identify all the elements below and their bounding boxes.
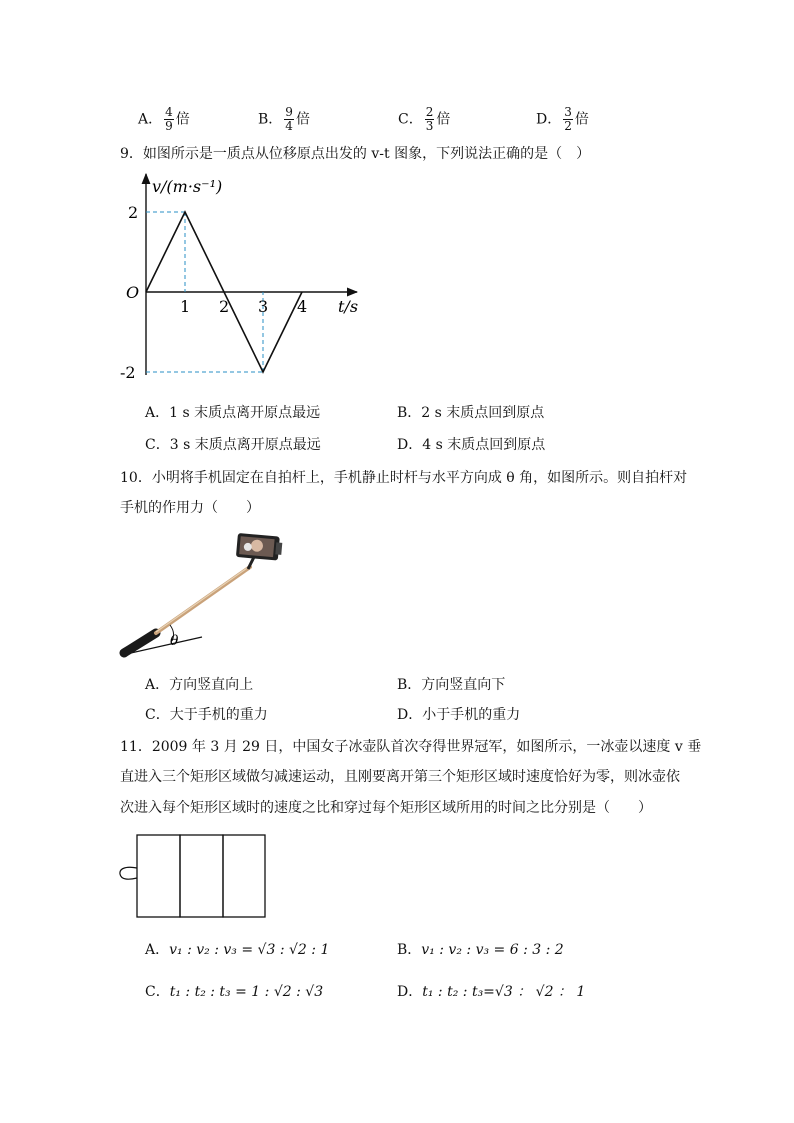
q8-option-a [138, 106, 190, 133]
q11-option-c [145, 982, 323, 1002]
q8-option-c-label: C． [398, 111, 423, 128]
q11-option-a-label: A． [145, 942, 170, 958]
q10-stick-pole-highlight [156, 566, 250, 632]
q8-d-denominator: 2 [564, 119, 572, 133]
q8-option-b-label: B． [258, 111, 283, 128]
q10-selfie-stick-figure [110, 525, 320, 665]
q8-option-a-fraction [164, 106, 174, 133]
q11-stem-line3: 次进入每个矩形区域时的速度之比和穿过每个矩形区域所用的时间之比分别是（ ） [120, 800, 652, 816]
q8-a-denominator: 9 [165, 119, 173, 133]
q11-stem-line2: 直进入三个矩形区域做匀减速运动，且刚要离开第三个矩形区域时速度恰好为零，则冰壶依 [120, 769, 680, 785]
q10-option-d: D．小于手机的重力 [397, 707, 521, 723]
q11-region-1 [137, 835, 180, 917]
q8-b-denominator: 4 [285, 119, 293, 133]
q11-option-b-expression: v₁ : v₂ : v₃ = 6 : 3 : 2 [421, 942, 564, 958]
q11-option-b-label: B． [397, 942, 422, 958]
q8-a-numerator: 4 [165, 105, 173, 119]
q8-option-a-suffix: 倍 [175, 111, 190, 128]
q8-b-numerator: 9 [285, 105, 293, 119]
q11-option-d-expression: t₁ : t₂ : t₃=√3 ： √2 ： 1 [422, 984, 586, 1000]
q8-option-b-fraction [284, 106, 294, 133]
q8-option-c-suffix: 倍 [436, 111, 451, 128]
q10-angle-label: θ [170, 633, 179, 649]
q8-option-c [398, 106, 450, 133]
q9-y-tick-label: -2 [120, 363, 136, 382]
q10-phone [236, 533, 283, 561]
q11-option-c-expression: t₁ : t₂ : t₃ = 1 : √2 : √3 [169, 984, 324, 1000]
q11-option-d [397, 982, 585, 1002]
q10-option-c: C．大于手机的重力 [145, 707, 268, 723]
q9-x-tick-label: 1 [180, 297, 191, 316]
q9-x-tick-label: 3 [258, 297, 269, 316]
q9-origin-label: O [126, 283, 140, 302]
q8-option-a-label: A． [138, 111, 163, 128]
q11-option-a [145, 940, 329, 960]
q9-option-b: B．2 s 末质点回到原点 [397, 405, 545, 421]
q10-stick-pole [156, 567, 250, 633]
q8-option-b-suffix: 倍 [295, 111, 310, 128]
q9-x-tick-label: 2 [219, 297, 230, 316]
q11-option-a-expression: v₁ : v₂ : v₃ = √3 : √2 : 1 [169, 942, 330, 958]
q8-c-denominator: 3 [425, 119, 434, 133]
q9-option-c: C．3 s 末质点离开原点最远 [145, 437, 321, 453]
q8-option-d [536, 106, 589, 133]
q9-y-tick-label: 2 [128, 203, 139, 222]
q9-x-axis-label: t/s [338, 297, 359, 316]
q8-option-d-fraction [563, 106, 573, 133]
q11-region-2 [180, 835, 223, 917]
q9-option-a: A．1 s 末质点离开原点最远 [145, 405, 321, 421]
q11-region-3 [223, 835, 265, 917]
q10-option-a: A．方向竖直向上 [145, 677, 254, 693]
q8-option-b [258, 106, 310, 133]
q10-option-b: B．方向竖直向下 [397, 677, 506, 693]
q8-option-d-label: D． [536, 111, 562, 128]
q10-stem-line1: 10．小明将手机固定在自拍杆上，手机静止时杆与水平方向成 θ 角，如图所示。则自拍杆对 [120, 470, 688, 486]
q8-option-d-suffix: 倍 [574, 111, 589, 128]
q8-c-numerator: 2 [425, 105, 434, 119]
q11-curling-figure [115, 830, 275, 925]
q11-curling-stone-icon [120, 867, 137, 879]
q9-y-axis-label: v/(m·s⁻¹) [152, 177, 223, 196]
q11-option-d-label: D． [397, 984, 423, 1000]
q8-d-numerator: 3 [564, 105, 572, 119]
q9-x-tick-label: 4 [297, 297, 308, 316]
q11-option-c-label: C． [145, 984, 170, 1000]
q11-stem-line1: 11．2009 年 3 月 29 日，中国女子冰壶队首次夺得世界冠军，如图所示，一冰壶以速度 v 垂 [120, 739, 702, 755]
q10-stick-handle [124, 633, 156, 653]
q8-option-c-fraction [425, 106, 435, 133]
q11-option-b [397, 940, 564, 960]
q9-option-d: D．4 s 末质点回到原点 [397, 437, 546, 453]
q9-vt-graph [112, 170, 372, 385]
q9-stem: 9．如图所示是一质点从位移原点出发的 v-t 图象，下列说法正确的是（ ） [120, 146, 591, 162]
q10-stem-line2: 手机的作用力（ ） [120, 500, 260, 516]
